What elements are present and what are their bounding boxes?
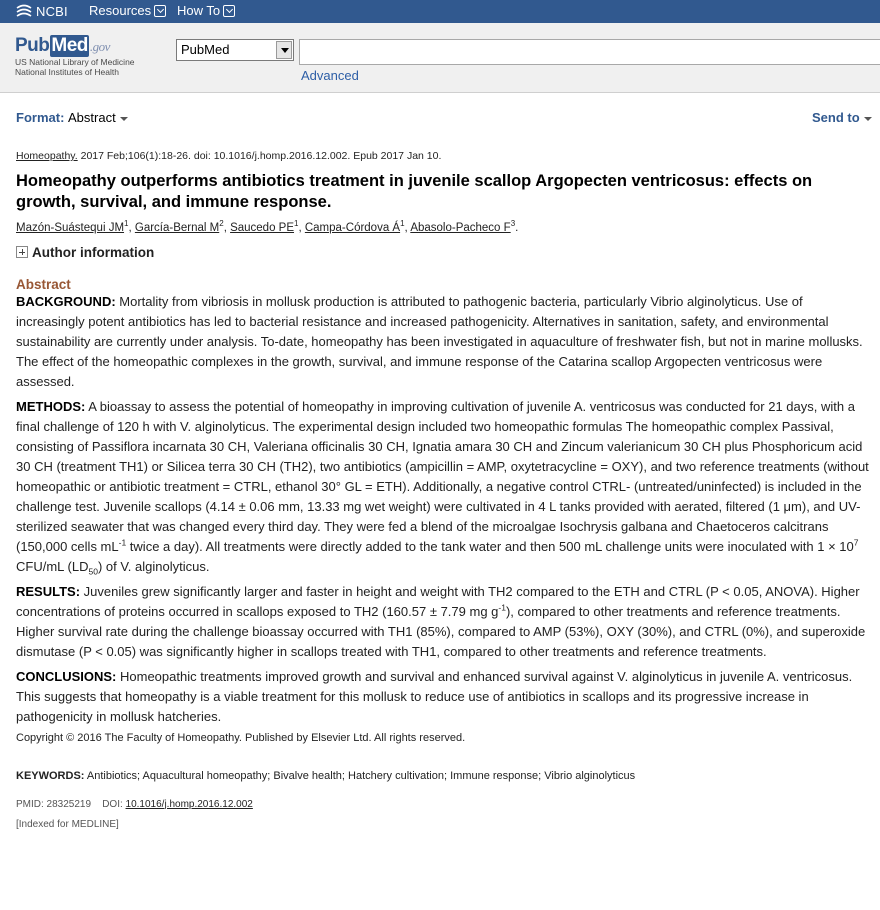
pubmed-wordmark	[15, 35, 135, 57]
abstract-background	[16, 292, 872, 392]
send-to-menu[interactable]	[812, 110, 872, 125]
results-text-2: ), compared to other treatments and reference treatments. Higher survival rate during the challenge bioassay occurred with TH1 (85%), compared to AMP (53%), OXY (30%), and CTRL (0%), and superoxide dismutase (P < 0.05) was significantly higher in scallops treated with TH1, compared to other treatments and reference treatments.	[16, 603, 866, 659]
author-link[interactable]: Campa-Córdova Á	[304, 221, 401, 234]
howto-menu-label: How To	[177, 3, 221, 18]
results-text-1: Juveniles grew significantly larger and faster in height and weight with TH2 compared to the ETH and CTRL (P < 0.05, ANOVA). Higher concentrations of proteins occurred in scallops exposed to TH2 (160.57 ± 7.79 mg g	[16, 583, 860, 619]
dropdown-arrow-icon[interactable]	[276, 41, 292, 59]
search-header	[0, 23, 880, 93]
methods-text-1: A bioassay to assess the potential of homeopathy in improving cultivation of juvenile A. ventricosus was conducted for 21 days, with a final challenge of 120 h with V. alginolyticus. The experimental design included two homeopathic formulas The homeopathic complex Passival, consisting of Passiflora incarnata 30 CH, Valeriana officinalis 30 CH, Ignatia amara 30 CH and Zincum valerianicum 30 CH plus Phosphoricum acid 30 CH (treatment TH1) or Silicea terra 30 CH (TH2), two antibiotics (ampicillin = AMP, oxytetracycline = OXY), and two reference treatments (without homeopathic or antibiotic treatment = CTRL, ethanol 30° GL = ETH). Additionally, a negative control CTRL- (untreated/uninfected) is included in the challenge test. Juvenile scallops (4.14 ± 0.06 mm, 13.33 mg wet weight) were cultivated in 4 L tanks provided with aerated, filtered (1 μm), and UV-sterilized seawater that was changed every third day. They were fed a blend of the microalgae Isochrysis galbana and Chaetoceros calcitrans (150,000 cells mL	[16, 398, 869, 554]
abstract-results	[16, 582, 872, 662]
database-select[interactable]	[176, 39, 294, 61]
methods-text-2: twice a day). All treatments were directly added to the tank water and then 500 mL challenge units were inoculated with 1 × 10	[126, 538, 854, 554]
methods-label: METHODS:	[16, 398, 86, 414]
resources-menu-label: Resources	[89, 3, 152, 18]
chevron-down-icon	[223, 5, 235, 17]
pubmed-logo-pub: Pub	[15, 35, 50, 56]
affiliation-sup[interactable]: 3	[510, 219, 516, 228]
methods-sup-1: -1	[118, 537, 127, 548]
nlm-line-1: US National Library of Medicine	[15, 57, 135, 67]
doi-link[interactable]: 10.1016/j.homp.2016.12.002	[125, 798, 253, 810]
affiliation-sup[interactable]: 2	[219, 219, 224, 228]
howto-menu[interactable]	[177, 3, 235, 18]
pubmed-logo-gov: .gov	[89, 39, 110, 54]
database-select-value: PubMed	[181, 42, 230, 57]
keywords-label: KEYWORDS:	[16, 769, 85, 782]
author-link[interactable]: Saucedo PE	[230, 221, 295, 234]
methods-sup-2: 7	[853, 537, 859, 548]
author-link[interactable]: Abasolo-Pacheco F	[410, 221, 511, 234]
abstract-methods	[16, 397, 872, 577]
indexed-status: [Indexed for MEDLINE]	[16, 818, 119, 830]
pubmed-logo-med: Med	[51, 35, 88, 56]
send-to-label: Send to	[812, 110, 860, 125]
methods-text-4: ) of V. alginolyticus.	[97, 558, 210, 574]
identifier-line	[16, 799, 872, 810]
background-text: Mortality from vibriosis in mollusk production is attributed to pathogenic bacteria, particularly Vibrio alginolyticus. Use of increasingly potent antibiotics has led to bacterial resistance and increased pathogenicity. Alternatives in sanitation, safety, and environmental sustainability are currently under analysis. To-date, homeopathy has been investigated in aquaculture of freshwater fish, but not in marine mollusks. The effect of the homeopathic complexes in the growth, survival, and immune response of the Catarina scallop Argopecten ventricosus were assessed.	[16, 293, 863, 389]
caret-down-icon	[120, 117, 128, 121]
citation-line	[16, 150, 872, 162]
conclusions-text: Homeopathic treatments improved growth and survival and enhanced survival against V. alginolyticus in juvenile A. ventricosus. This suggests that homeopathy is a viable treatment for this mollusk to reduce use of antibiotics in scallops and its progressive increase in pathogenicity in mollusk hatcheries.	[16, 668, 853, 724]
article-title: Homeopathy outperforms antibiotics treatment in juvenile scallop Argopecten ventricosus: effects on growth, survival, and immune response.	[16, 172, 813, 211]
ncbi-home-link[interactable]	[15, 3, 68, 20]
copyright-notice: Copyright © 2016 The Faculty of Homeopathy. Published by Elsevier Ltd. All rights reserved.	[16, 731, 466, 744]
expand-plus-icon[interactable]	[16, 246, 28, 258]
affiliation-sup[interactable]: 1	[294, 219, 299, 228]
abstract-heading: Abstract	[16, 276, 71, 292]
abstract-record	[16, 150, 872, 830]
author-information-label: Author information	[32, 244, 155, 260]
methods-text-3: CFU/mL (LD	[16, 558, 89, 574]
pubmed-logo[interactable]	[15, 35, 135, 77]
search-input[interactable]	[299, 39, 880, 65]
doi-label: DOI:	[102, 798, 126, 810]
results-sup: -1	[498, 602, 506, 613]
journal-link[interactable]: Homeopathy.	[16, 150, 78, 162]
author-list: Mazón-Suástequi $JM^1$, García-Bernal $M^2$, Saucedo $PE^1$, Campa-Córdova $Á^1$, Abasolo-Pacheco $F^3$.	[16, 219, 519, 234]
ncbi-logo-icon	[15, 4, 33, 20]
resources-menu[interactable]	[89, 3, 166, 18]
format-label: Format	[16, 110, 61, 125]
author-information-toggle[interactable]	[16, 245, 872, 260]
keywords-text: Antibiotics; Aquacultural homeopathy; Bivalve health; Hatchery cultivation; Immune response; Vibrio alginolyticus	[84, 769, 636, 782]
ncbi-logo-text: NCBI	[36, 4, 68, 19]
keywords-line	[16, 770, 872, 782]
caret-down-icon	[864, 117, 872, 121]
results-label: RESULTS:	[16, 583, 81, 599]
format-selector[interactable]: Format: Abstract	[16, 110, 128, 125]
author-link[interactable]: Mazón-Suástequi JM	[16, 221, 125, 234]
chevron-down-icon	[154, 5, 166, 17]
affiliation-sup[interactable]: 1	[124, 219, 129, 228]
conclusions-label: CONCLUSIONS:	[16, 668, 117, 684]
background-label: BACKGROUND:	[16, 293, 116, 309]
citation-details: 2017 Feb;106(1):18-26. doi: 10.1016/j.homp.2016.12.002. Epub 2017 Jan 10.	[77, 150, 442, 162]
author-link[interactable]: García-Bernal M	[134, 221, 220, 234]
abstract-conclusions	[16, 667, 872, 727]
format-value: Abstract	[68, 110, 116, 125]
pmid-text: PMID: 28325219	[16, 798, 92, 810]
affiliation-sup[interactable]: 1	[400, 219, 405, 228]
nlm-line-2: National Institutes of Health	[15, 67, 119, 77]
methods-sub: 50	[88, 566, 98, 577]
advanced-search-link[interactable]: Advanced	[301, 68, 359, 83]
ncbi-header-bar	[0, 0, 880, 23]
